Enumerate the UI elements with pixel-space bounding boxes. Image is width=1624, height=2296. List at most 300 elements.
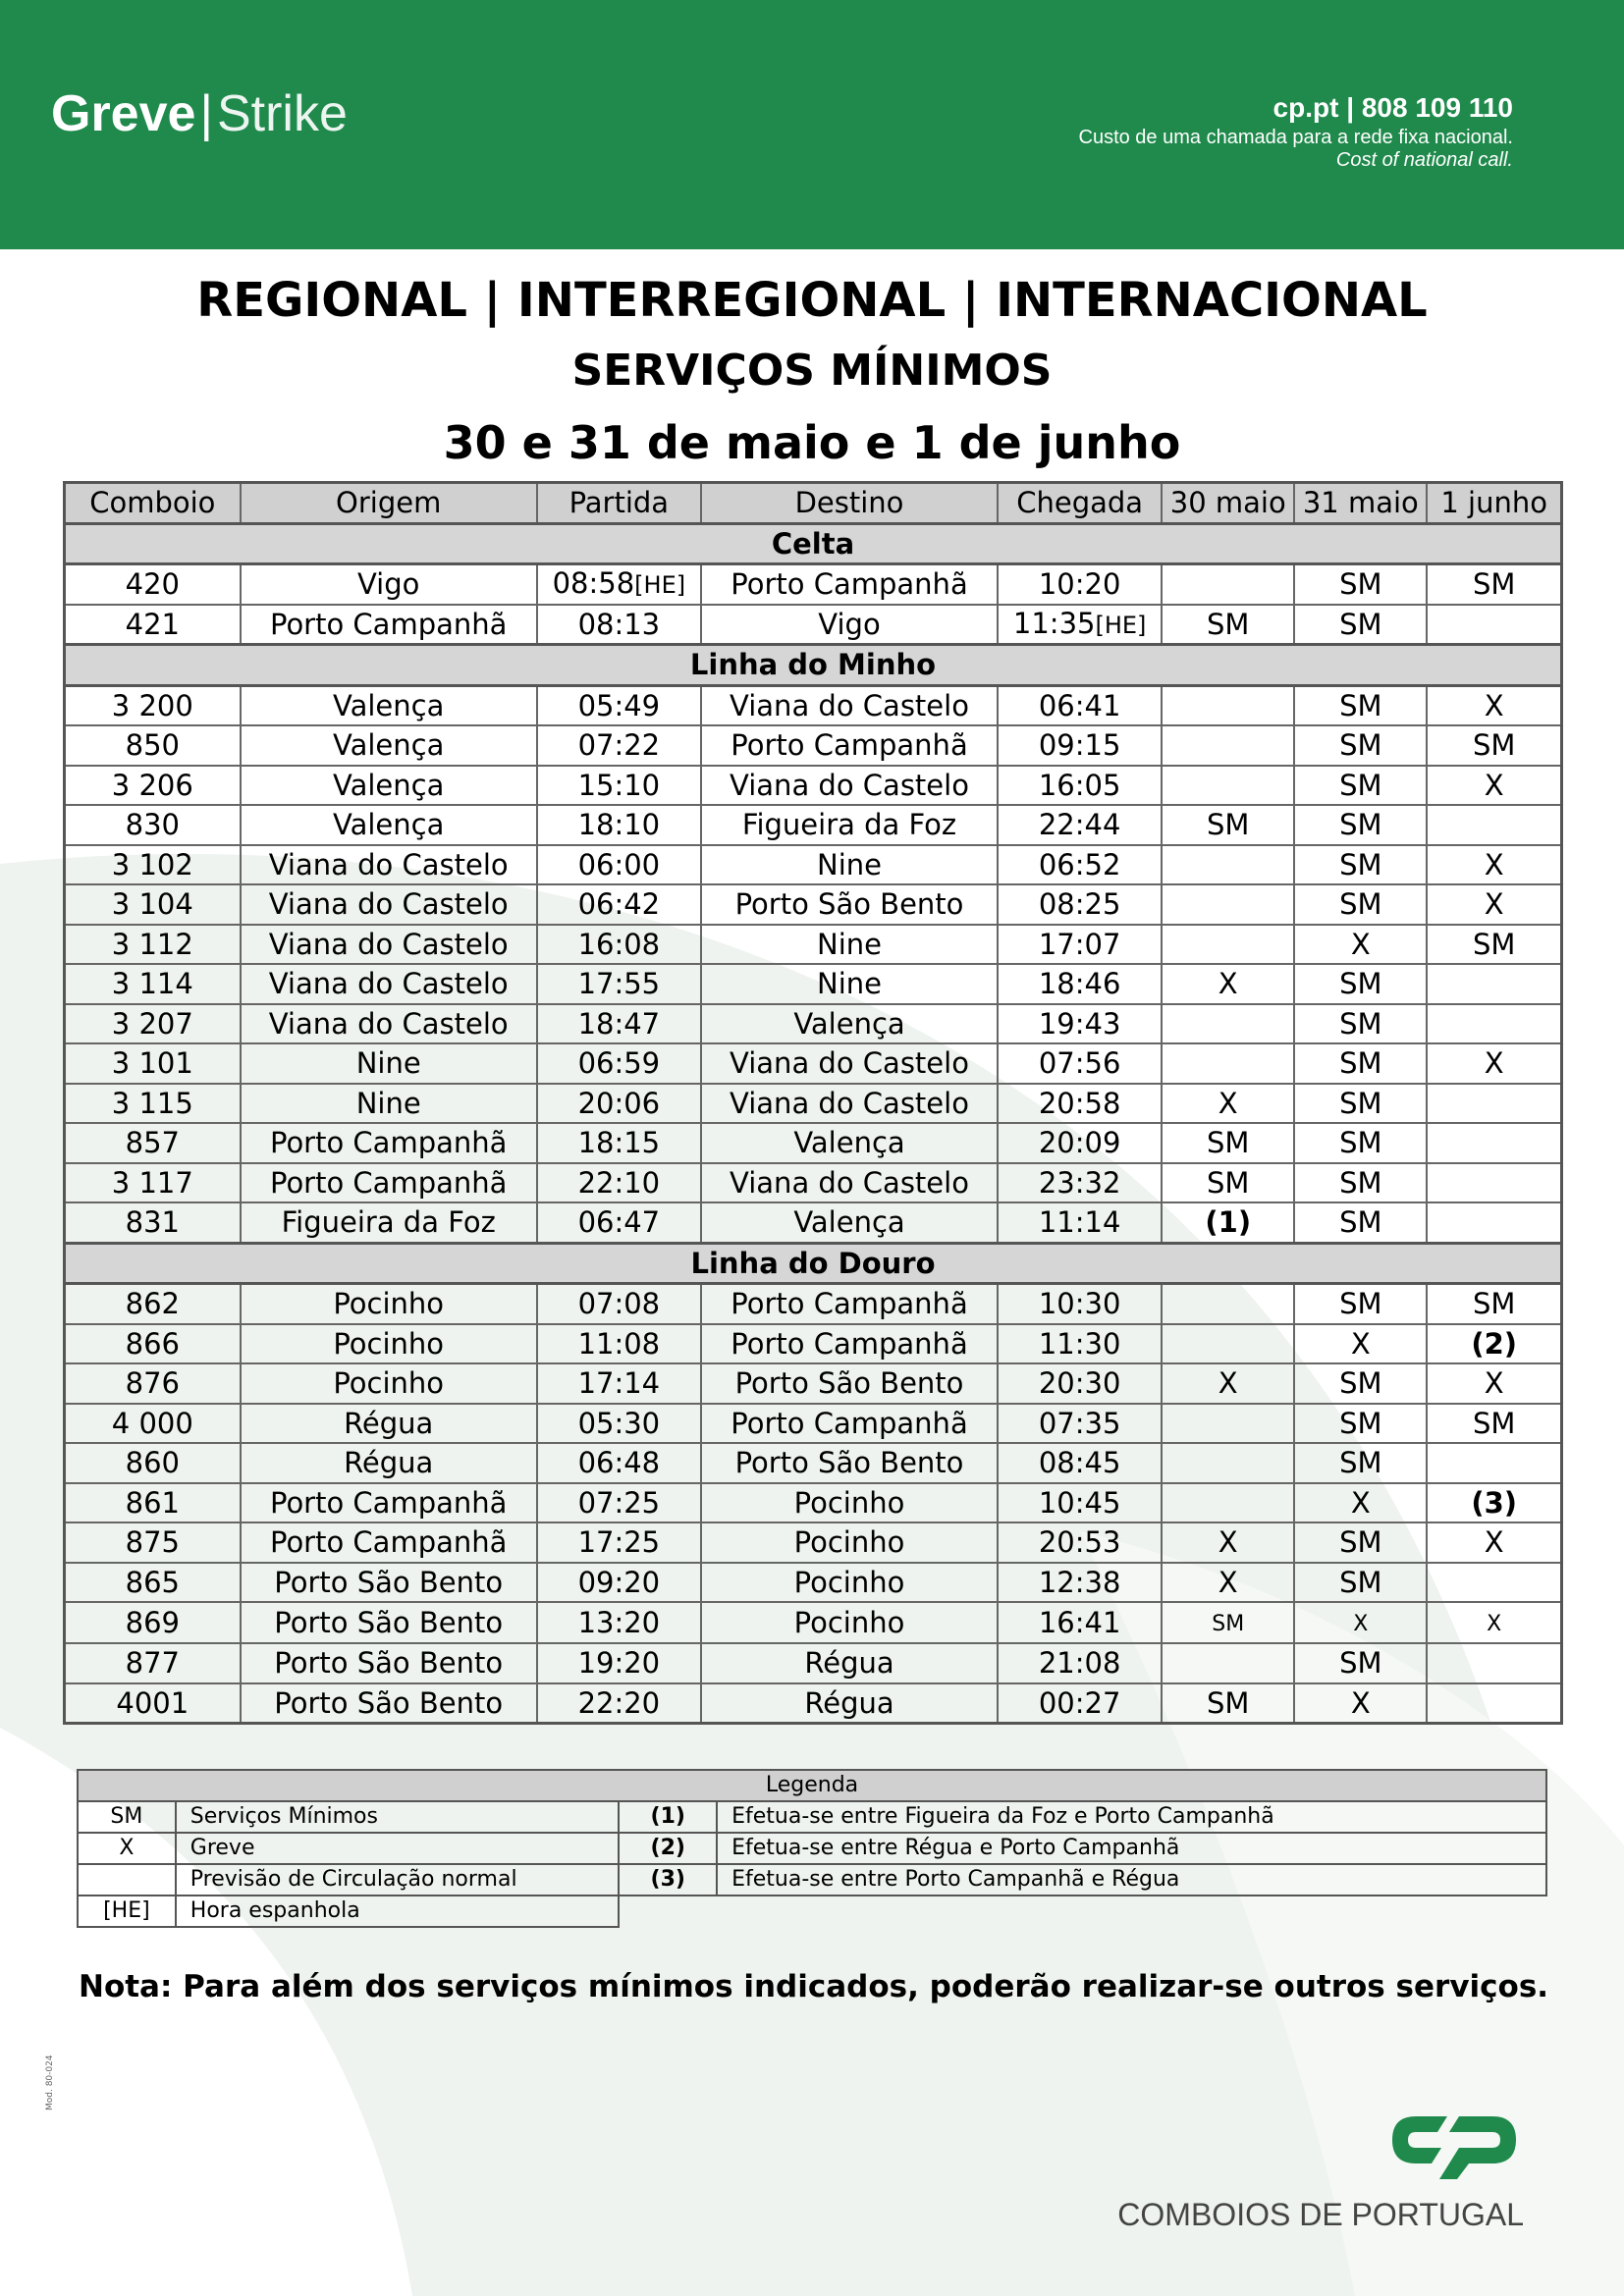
cell-destino [701,1363,998,1404]
cell-partida [537,1163,701,1203]
table-row [65,1202,1562,1243]
cell-1-junho [1427,1084,1561,1124]
cell-origem [241,1284,537,1324]
cell-value: 07:22 [577,728,661,763]
cell-destino [701,1324,998,1364]
cell-1-junho [1427,1202,1561,1243]
cell-value: 11:08 [577,1326,661,1361]
cell-partida [537,1443,701,1483]
cell-value: 875 [125,1525,180,1560]
cell-value: Nine [355,1086,421,1120]
cell-value: 06:59 [577,1046,661,1081]
cell-value: 20:58 [1038,1086,1121,1120]
cell-partida [537,1284,701,1324]
cell-value: SM [1472,1406,1516,1440]
cell-value: Pocinho [333,1366,445,1401]
cell-value: SM [1472,567,1516,602]
cell-value: Viana do Castelo [730,1086,969,1120]
cp-logo [1117,2109,1524,2236]
cell-value: 850 [125,728,180,763]
cell-partida [537,1683,701,1724]
cell-1-junho [1427,1363,1561,1404]
cell-value: SM [1339,1126,1382,1160]
cell-31-maio [1294,1123,1427,1163]
cell-origem [241,685,537,725]
cell-destino [701,1522,998,1563]
section-row [65,523,1562,564]
cell-value: 07:56 [1038,1046,1121,1081]
cell-30-maio [1162,1163,1294,1203]
table-row [65,1123,1562,1163]
contact-block [1079,90,1514,171]
cell-partida [537,685,701,725]
cell-value: SM [1339,1205,1382,1240]
cell-partida [537,1324,701,1364]
cell-value: Valença [793,1205,905,1240]
cell-value: 06:00 [577,847,661,881]
cell-destino [701,884,998,925]
cell-value: X [1484,887,1504,922]
cell-value: Pocinho [793,1485,905,1520]
cell-value: X [1350,1326,1371,1361]
cell-destino [701,1602,998,1643]
table-row [65,1404,1562,1444]
cell-31-maio [1294,1284,1427,1324]
cell-partida [537,1123,701,1163]
cell-chegada [998,1602,1162,1643]
cell-partida [537,564,701,605]
cell-comboio [65,1004,241,1044]
col-header-origem: Origem [241,483,537,524]
document-title [0,265,1624,479]
cell-partida [537,1004,701,1044]
legend-note-key: (2) [619,1833,717,1864]
cell-31-maio [1294,925,1427,965]
cell-comboio [65,766,241,806]
cell-value: 861 [125,1485,180,1520]
cell-chegada [998,1123,1162,1163]
cell-value: SM [1339,1565,1382,1599]
cell-31-maio [1294,1324,1427,1364]
cell-value: SM [1339,1046,1382,1081]
cell-30-maio [1162,605,1294,645]
cell-value: X [1350,927,1371,961]
table-row [65,605,1562,645]
cell-value: SM [1339,688,1382,722]
table-row [65,845,1562,885]
cell-value: SM [1339,567,1382,602]
cell-origem [241,884,537,925]
cell-partida [537,884,701,925]
col-header-partida: Partida [537,483,701,524]
cell-comboio [65,1602,241,1643]
cell-partida [537,964,701,1004]
cell-value: 08:58 [552,566,635,601]
cell-chegada [998,845,1162,885]
cell-chegada [998,725,1162,766]
table-row [65,1004,1562,1044]
cell-1-junho [1427,1163,1561,1203]
cell-comboio [65,1643,241,1683]
cell-origem [241,1683,537,1724]
cell-value: 3 102 [111,847,193,881]
cell-value: SM [1207,607,1250,641]
cell-value: Viana do Castelo [268,887,509,922]
cell-value: X [1484,1046,1504,1081]
table-row [65,1084,1562,1124]
cell-31-maio [1294,1602,1427,1643]
cell-value: 830 [125,808,180,842]
cell-destino [701,685,998,725]
cell-chegada [998,964,1162,1004]
cell-chegada [998,1163,1162,1203]
cell-value: 11:35 [1012,606,1096,640]
cell-value: 10:20 [1038,567,1121,602]
cell-value: X [1484,768,1504,802]
cell-value: SM [1339,967,1382,1001]
cell-origem [241,1123,537,1163]
cell-value: Viana do Castelo [268,967,509,1001]
cell-origem [241,725,537,766]
cell-value: 08:25 [1038,887,1121,922]
cell-partida [537,1602,701,1643]
cell-destino [701,964,998,1004]
cell-value: 06:41 [1038,688,1121,722]
cell-value: SM [1339,1165,1382,1200]
cell-value: 3 206 [111,768,193,802]
table-row [65,725,1562,766]
cell-30-maio [1162,685,1294,725]
table-row [65,1443,1562,1483]
cell-value: Valença [333,728,445,763]
cell-value: SM [1207,808,1250,842]
cell-value: 16:05 [1038,768,1121,802]
cell-31-maio [1294,1043,1427,1084]
cell-origem [241,845,537,885]
cell-chegada [998,685,1162,725]
brand-title [51,84,348,143]
cell-value: 4001 [116,1685,189,1720]
cell-value: 3 117 [111,1165,193,1200]
cell-value: 08:45 [1038,1446,1121,1480]
section-row [65,645,1562,686]
cell-origem [241,964,537,1004]
cell-destino [701,725,998,766]
cell-value: 06:42 [577,887,661,922]
cell-value: 877 [125,1646,180,1681]
header-banner [0,0,1624,249]
cell-origem [241,1404,537,1444]
cell-destino [701,1643,998,1683]
footnote: Nota: Para além dos serviços mínimos indicados, poderão realizar-se outros serviços. [79,1969,1549,2004]
cell-chegada [998,884,1162,925]
title-line-2: SERVIÇOS MÍNIMOS [571,346,1053,396]
cell-1-junho [1427,845,1561,885]
cell-value: 17:07 [1038,927,1121,961]
cell-comboio [65,1324,241,1364]
cell-value: 3 207 [111,1006,193,1041]
cell-value: 876 [125,1366,180,1401]
cell-chegada [998,805,1162,845]
cell-value: X [1218,967,1238,1001]
cell-partida [537,1363,701,1404]
cell-value: Pocinho [793,1525,905,1560]
cell-30-maio [1162,564,1294,605]
schedule-table [63,481,1563,1725]
cell-value: Porto Campanhã [269,1525,508,1560]
cell-value: 21:08 [1038,1646,1121,1681]
cell-value: 420 [125,567,180,602]
cell-chegada [998,1563,1162,1603]
cell-destino [701,766,998,806]
cell-destino [701,1404,998,1444]
cell-comboio [65,1123,241,1163]
cell-value: SM [1339,607,1382,641]
cell-value: Porto São Bento [274,1646,504,1681]
cell-chegada [998,925,1162,965]
table-header-row [65,483,1562,524]
cell-31-maio [1294,685,1427,725]
cell-30-maio [1162,1522,1294,1563]
cell-value: 13:20 [577,1606,661,1639]
legend-header-row [78,1770,1546,1801]
cell-value: SM [1339,887,1382,922]
cell-value: Porto Campanhã [269,1485,508,1520]
cell-31-maio [1294,766,1427,806]
cell-value: X [1484,847,1504,881]
table-row [65,1563,1562,1603]
cell-value: (3) [1471,1485,1518,1520]
cell-chegada [998,1202,1162,1243]
cell-31-maio [1294,1443,1427,1483]
cell-chegada [998,1084,1162,1124]
cell-value: 09:20 [577,1565,661,1599]
cell-value: Pocinho [793,1565,905,1599]
cell-31-maio [1294,1522,1427,1563]
legend-key: [HE] [78,1896,176,1927]
cell-value: X [1487,1612,1502,1636]
cell-comboio [65,564,241,605]
cell-destino [701,1163,998,1203]
cell-value: SM [1339,1086,1382,1120]
cell-31-maio [1294,1163,1427,1203]
cell-1-junho [1427,884,1561,925]
cell-value: 869 [125,1606,180,1639]
cell-value: Régua [804,1646,894,1681]
cell-30-maio [1162,1363,1294,1404]
cell-31-maio [1294,1683,1427,1724]
cell-value: X [1353,1612,1369,1636]
cell-value: SM [1339,1366,1382,1401]
cell-partida [537,1202,701,1243]
cell-31-maio [1294,964,1427,1004]
cell-value: Valença [793,1126,905,1160]
cell-31-maio [1294,1404,1427,1444]
cell-value: SM [1472,1287,1516,1321]
cell-origem [241,1602,537,1643]
cell-origem [241,1163,537,1203]
spanish-hour-tag: [HE] [1095,611,1147,639]
cell-value: Valença [793,1006,905,1041]
cell-value: Viana do Castelo [268,1006,509,1041]
cell-destino [701,564,998,605]
cell-value: SM [1207,1165,1250,1200]
cell-origem [241,1563,537,1603]
cell-partida [537,805,701,845]
cell-partida [537,1643,701,1683]
cell-value: Régua [804,1685,894,1720]
cell-30-maio [1162,725,1294,766]
col-header-30-maio: 30 maio [1162,483,1294,524]
cell-value: Nine [817,927,882,961]
table-row [65,685,1562,725]
cell-value: 07:35 [1038,1406,1121,1440]
cell-value: SM [1212,1612,1245,1636]
cell-value: 18:47 [577,1006,661,1041]
cell-chegada [998,1324,1162,1364]
cell-value: (1) [1205,1205,1252,1240]
legend-blank [619,1896,1546,1927]
cell-comboio [65,1202,241,1243]
cell-value: Viana do Castelo [730,768,969,802]
cell-value: Pocinho [333,1326,445,1361]
cell-origem [241,564,537,605]
cell-value: Nine [355,1046,421,1081]
cell-value: 17:25 [577,1525,661,1560]
cell-value: Viana do Castelo [268,927,509,961]
cell-origem [241,1004,537,1044]
title-line-3: 30 e 31 de maio e 1 de junho [443,416,1181,469]
cell-value: 15:10 [577,768,661,802]
cell-value: Porto Campanhã [269,1126,508,1160]
cell-value: X [1484,688,1504,722]
cell-value: Porto Campanhã [731,728,968,763]
cell-partida [537,1563,701,1603]
cell-comboio [65,1163,241,1203]
cell-value: Porto São Bento [734,1446,964,1480]
cell-value: SM [1339,1406,1382,1440]
cell-value: 10:45 [1038,1485,1121,1520]
table-row [65,564,1562,605]
cell-destino [701,1683,998,1724]
cell-30-maio [1162,1643,1294,1683]
cell-30-maio [1162,1443,1294,1483]
cell-value: 16:08 [577,927,661,961]
legend-desc: Previsão de Circulação normal [176,1864,620,1896]
cell-30-maio [1162,884,1294,925]
cell-comboio [65,1084,241,1124]
cell-origem [241,766,537,806]
cell-value: 22:20 [577,1685,661,1720]
cell-value: 23:32 [1038,1165,1121,1200]
cell-value: Porto Campanhã [731,567,968,602]
brand-separator: | [199,85,213,142]
section-title: Linha do Minho [65,645,1562,686]
cell-30-maio [1162,1284,1294,1324]
legend-note-key: (3) [619,1864,717,1896]
table-row [65,884,1562,925]
legend-desc: Serviços Mínimos [176,1801,620,1833]
cell-1-junho [1427,605,1561,645]
table-row [65,766,1562,806]
cell-partida [537,1404,701,1444]
cell-30-maio [1162,1324,1294,1364]
legend-key: X [78,1833,176,1864]
cell-chegada [998,1284,1162,1324]
cell-value: 10:30 [1038,1287,1121,1321]
cell-value: 3 101 [111,1046,193,1081]
cell-value: Porto Campanhã [731,1287,968,1321]
cell-value: 20:30 [1038,1366,1121,1401]
cell-30-maio [1162,1563,1294,1603]
table-row [65,925,1562,965]
cell-value: 06:52 [1038,847,1121,881]
cell-31-maio [1294,845,1427,885]
cell-origem [241,1084,537,1124]
cell-comboio [65,1363,241,1404]
cell-destino [701,1563,998,1603]
col-header-destino: Destino [701,483,998,524]
cell-value: 18:15 [577,1126,661,1160]
table-row [65,805,1562,845]
cell-30-maio [1162,925,1294,965]
cell-30-maio [1162,964,1294,1004]
cell-value: 20:53 [1038,1525,1121,1560]
cell-30-maio [1162,1404,1294,1444]
cell-partida [537,1084,701,1124]
cell-destino [701,1284,998,1324]
cell-30-maio [1162,1683,1294,1724]
cell-value: Porto Campanhã [731,1326,968,1361]
legend-note-desc: Efetua-se entre Régua e Porto Campanhã [717,1833,1546,1864]
cell-value: SM [1339,1525,1382,1560]
cell-value: SM [1339,808,1382,842]
cell-value: 05:49 [577,688,661,722]
cell-value: 22:44 [1038,808,1121,842]
cell-31-maio [1294,1084,1427,1124]
cell-destino [701,605,998,645]
contact-note-pt: Custo de uma chamada para a rede fixa nacional. [1078,127,1513,148]
table-row [65,1483,1562,1523]
cell-31-maio [1294,1363,1427,1404]
cell-1-junho [1427,1683,1561,1724]
cell-value: SM [1339,768,1382,802]
cell-chegada [998,1443,1162,1483]
cell-31-maio [1294,805,1427,845]
cell-31-maio [1294,564,1427,605]
cell-destino [701,1043,998,1084]
table-row [65,1683,1562,1724]
cell-1-junho [1427,1563,1561,1603]
cell-value: 4 000 [111,1406,193,1440]
cell-comboio [65,1522,241,1563]
cell-comboio [65,1443,241,1483]
cell-comboio [65,1404,241,1444]
cell-value: SM [1339,1287,1382,1321]
cell-value: 11:14 [1038,1205,1121,1240]
cell-value: 20:06 [577,1086,661,1120]
cell-value: 857 [125,1126,180,1160]
cell-comboio [65,925,241,965]
cell-value: 18:10 [577,808,661,842]
legend-table [77,1769,1547,1928]
cell-value: 22:10 [577,1165,661,1200]
cell-value: (2) [1471,1326,1518,1361]
table-row [65,1163,1562,1203]
table-row [65,964,1562,1004]
cell-1-junho [1427,1443,1561,1483]
cell-value: Porto São Bento [274,1565,504,1599]
